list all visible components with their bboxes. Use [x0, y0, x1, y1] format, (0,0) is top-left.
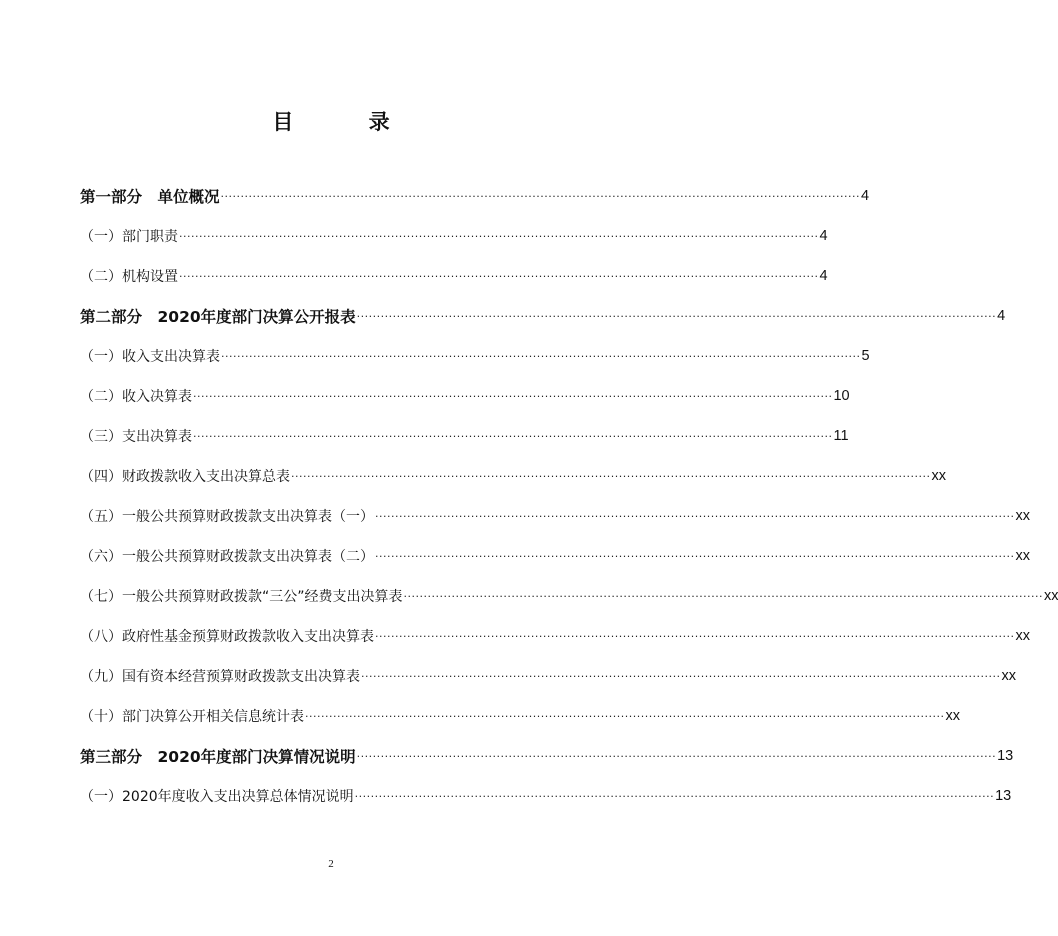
toc-entry-label: 第三部分 2020年度部门决算情况说明 [80, 748, 356, 766]
toc-entry-page: 5 [861, 348, 870, 364]
toc-entry[interactable] [80, 782, 1012, 810]
toc-entry[interactable] [80, 582, 1058, 610]
toc-leader-dots: ································································································································································ [221, 349, 861, 363]
toc-entry-page: 13 [997, 748, 1014, 764]
toc-entry-page: xx [1015, 628, 1030, 644]
toc-entry[interactable] [80, 702, 960, 730]
toc-entry-page: xx [931, 468, 946, 484]
toc-title: 目 录 [272, 110, 424, 134]
toc-leader-dots: ································································································································································ [179, 229, 819, 243]
toc-entry-page: 10 [833, 388, 850, 404]
toc-leader-dots: ································································································································································ [375, 509, 1015, 523]
toc-entry-page: 13 [995, 788, 1012, 804]
toc-entry-label: （七）一般公共预算财政拨款“三公”经费支出决算表 [80, 589, 403, 605]
toc-entry-page: 11 [833, 428, 849, 444]
toc-entry-label: 第一部分 单位概况 [80, 188, 220, 206]
toc-leader-dots: ································································································································································ [193, 389, 833, 403]
toc-entry-label: （十）部门决算公开相关信息统计表 [80, 709, 304, 725]
toc-entry[interactable] [80, 422, 849, 450]
toc-leader-dots: ································································································································································ [220, 189, 860, 203]
toc-entry-page: 4 [819, 268, 828, 284]
toc-entry[interactable] [80, 222, 828, 250]
toc-entry[interactable] [80, 462, 946, 490]
toc-entry-label: （二）收入决算表 [80, 389, 192, 405]
toc-entry-label: （五）一般公共预算财政拨款支出决算表（一） [80, 509, 374, 525]
page-number: 2 [328, 858, 334, 870]
toc-entry[interactable] [80, 182, 870, 210]
toc-entry-label: （一）收入支出决算表 [80, 349, 220, 365]
toc-entry-label: （六）一般公共预算财政拨款支出决算表（二） [80, 549, 374, 565]
toc-entry-label: （四）财政拨款收入支出决算总表 [80, 469, 290, 485]
toc-entry[interactable] [80, 502, 1030, 530]
toc-entry[interactable] [80, 342, 870, 370]
toc-entry-label: （八）政府性基金预算财政拨款收入支出决算表 [80, 629, 374, 645]
toc-leader-dots: ································································································································································ [193, 429, 833, 443]
toc-entry-label: （一）部门职责 [80, 229, 178, 245]
toc-leader-dots: ································································································································································ [354, 789, 995, 803]
toc-entry-page: xx [1015, 548, 1030, 564]
toc-leader-dots: ································································································································································ [403, 589, 1043, 603]
toc-entry-label: 第二部分 2020年度部门决算公开报表 [80, 308, 356, 326]
toc-leader-dots: ································································································································································ [361, 669, 1001, 683]
toc-entry-label: （三）支出决算表 [80, 429, 192, 445]
toc-entry[interactable] [80, 622, 1030, 650]
toc-leader-dots: ································································································································································ [291, 469, 931, 483]
toc-leader-dots: ································································································································································ [356, 309, 997, 323]
toc-entry[interactable] [80, 262, 828, 290]
toc-entry[interactable] [80, 742, 1014, 770]
toc-leader-dots: ································································································································································ [356, 749, 997, 763]
toc-leader-dots: ································································································································································ [375, 549, 1015, 563]
toc-entry-page: xx [1015, 508, 1030, 524]
toc-entry-page: xx [1043, 588, 1058, 604]
toc-entry-label: （九）国有资本经营预算财政拨款支出决算表 [80, 669, 360, 685]
toc-entry-label: （二）机构设置 [80, 269, 178, 285]
toc-entry[interactable] [80, 302, 1006, 330]
toc-entry-page: xx [945, 708, 960, 724]
toc-entry[interactable] [80, 662, 1016, 690]
toc-entry-page: 4 [997, 308, 1006, 324]
toc-leader-dots: ································································································································································ [179, 269, 819, 283]
toc-entry-page: 4 [819, 228, 828, 244]
toc-leader-dots: ································································································································································ [375, 629, 1015, 643]
toc-entry-page: xx [1001, 668, 1016, 684]
toc-entry-label: （一）2020年度收入支出决算总体情况说明 [80, 789, 354, 805]
toc-leader-dots: ································································································································································ [305, 709, 945, 723]
toc-entry-page: 4 [860, 188, 870, 204]
toc-entry[interactable] [80, 542, 1030, 570]
toc-entry[interactable] [80, 382, 850, 410]
